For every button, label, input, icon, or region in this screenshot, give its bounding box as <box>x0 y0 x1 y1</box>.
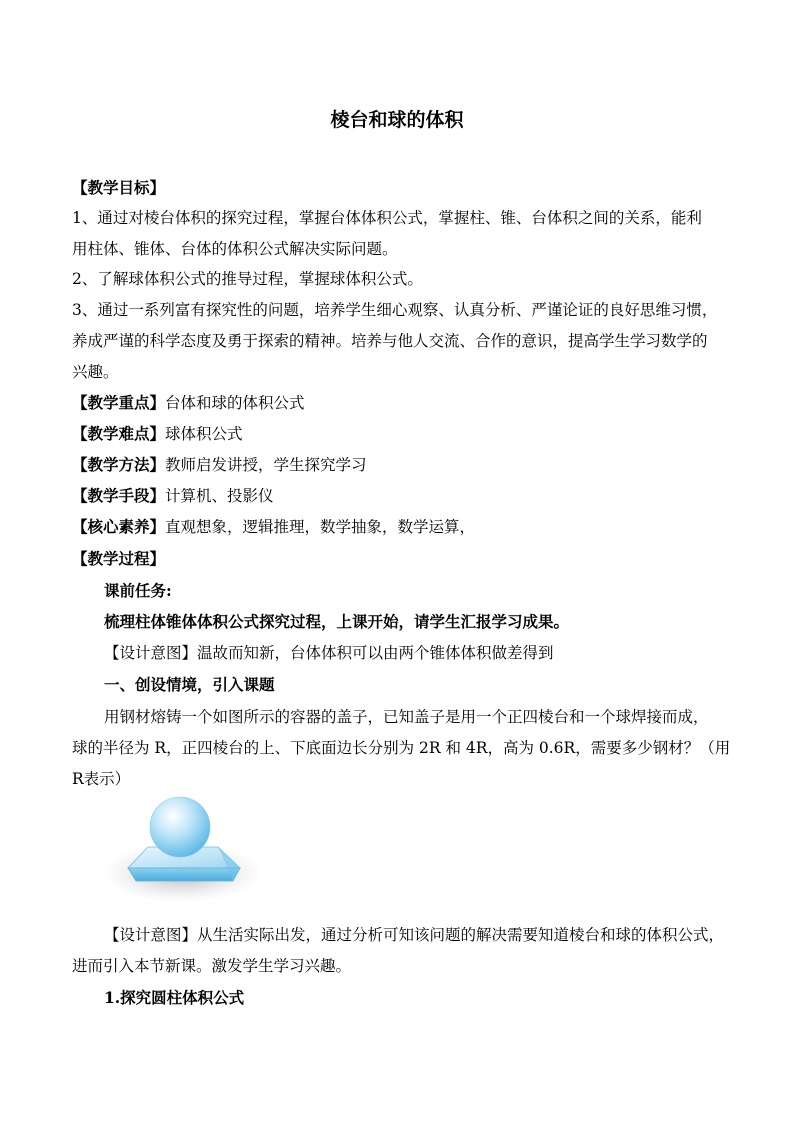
methods-row <box>72 454 367 476</box>
methods-label: 【教学方法】 <box>72 455 166 474</box>
frustum-front <box>128 868 240 881</box>
process-heading: 【教学过程】 <box>72 549 166 568</box>
difficulties-row <box>72 423 243 445</box>
page-title: 棱台和球的体积 <box>330 109 464 131</box>
literacy-label: 【核心素养】 <box>72 517 166 536</box>
problem-line-2: 球的半径为 R，正四棱台的上、下底面边长分别为 2R 和 4R，高为 0.6R，需要多少钢材？（用 <box>72 739 731 757</box>
objectives-heading: 【教学目标】 <box>72 178 166 197</box>
literacy-row <box>72 516 475 538</box>
design-intent-2-line-1: 【设计意图】从生活实际出发，通过分析可知该问题的解决需要知道棱台和球的体积公式， <box>104 926 725 944</box>
difficulties-label: 【教学难点】 <box>72 424 166 443</box>
design-intent-2-line-2: 进而引入本节新课。激发学生学习兴趣。 <box>72 957 352 975</box>
section-1-heading: 一、创设情境，引入课题 <box>104 675 275 694</box>
literacy-value: 直观想象，逻辑推理，数学抽象，数学运算， <box>165 518 476 536</box>
sphere-shape <box>150 797 210 857</box>
problem-line-1: 用钢材熔铸一个如图所示的容器的盖子，已知盖子是用一个正四棱台和一个球焊接而成， <box>104 708 709 726</box>
objective-3-line-2: 养成严谨的科学态度及勇于探索的精神。培养与他人交流、合作的意识，提高学生学习数学的 <box>72 332 708 350</box>
objective-3-line-3: 兴趣。 <box>72 363 119 381</box>
key-points-value: 台体和球的体积公式 <box>165 394 305 412</box>
problem-line-3: R表示） <box>72 770 131 788</box>
objective-2: 2、了解球体积公式的推导过程，掌握球体积公式。 <box>72 270 423 288</box>
key-points-row <box>72 392 305 414</box>
objective-3-line-1: 3、通过一系列富有探究性的问题，培养学生细心观察、认真分析、严谨论证的良好思维习惯， <box>72 301 718 319</box>
key-points-label: 【教学重点】 <box>72 393 166 412</box>
tools-row <box>72 485 274 507</box>
objective-1-line-1: 1、通过对棱台体积的探究过程，掌握台体体积公式，掌握柱、锥、台体积之间的关系，能利 <box>72 209 702 227</box>
objective-1-line-2: 用柱体、锥体、台体的体积公式解决实际问题。 <box>72 240 398 258</box>
tools-label: 【教学手段】 <box>72 486 166 505</box>
difficulties-value: 球体积公式 <box>165 425 243 443</box>
subsection-1-heading: 1.探究圆柱体积公式 <box>104 988 245 1007</box>
container-lid-figure <box>100 795 260 905</box>
tools-value: 计算机、投影仪 <box>165 487 274 505</box>
pre-task-label: 课前任务: <box>104 581 172 600</box>
pre-task-content: 梳理柱体锥体体积公式探究过程，上课开始，请学生汇报学习成果。 <box>104 612 570 631</box>
design-intent-1: 【设计意图】温故而知新，台体体积可以由两个锥体体积做差得到 <box>104 644 554 662</box>
methods-value: 教师启发讲授，学生探究学习 <box>165 456 367 474</box>
